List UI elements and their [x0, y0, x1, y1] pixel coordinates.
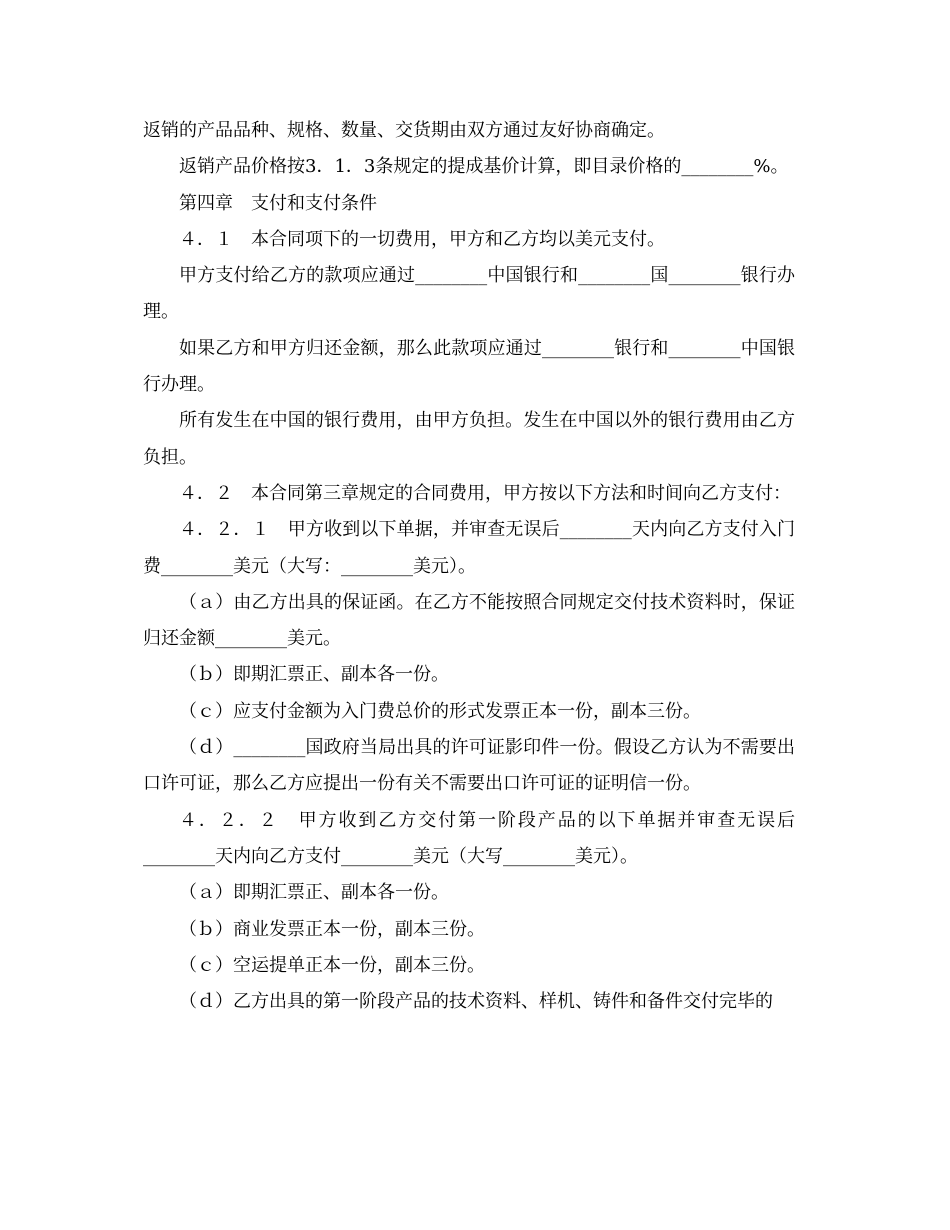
list-item-b-commercial-invoice: （ｂ）商业发票正本一份，副本三份。 [179, 918, 485, 940]
document-body [143, 113, 795, 1020]
paragraph-buyback-terms: 返销的产品品种、规格、数量、交货期由双方通过友好协商确定。 [143, 120, 665, 141]
clause-4-2-2: ４．２．２ 甲方收到乙方交付第一阶段产品的以下单据并审查无误后________天内向乙方支付________美元（大写________美元）。 [143, 809, 795, 867]
list-item-a-draft: （ａ）即期汇票正、副本各一份。 [179, 882, 449, 904]
list-item-a-guarantee: （ａ）由乙方出具的保证函。在乙方不能按照合同规定交付技术资料时，保证归还金额________美元。 [143, 591, 795, 650]
list-item-d-license: （ｄ）________国政府当局出具的许可证影印件一份。假设乙方认为不需要出口许可证，那么乙方应提出一份有关不需要出口许可证的证明信一份。 [143, 737, 795, 795]
paragraph-buyback-price: 返销产品价格按3．1．3条规定的提成基价计算，即目录价格的________%。 [179, 156, 789, 178]
chapter-heading-payment: 第四章 支付和支付条件 [179, 192, 377, 214]
clause-4-1: ４．１ 本合同项下的一切费用，甲方和乙方均以美元支付。 [179, 228, 665, 250]
list-item-d-delivery-certificate: （ｄ）乙方出具的第一阶段产品的技术资料、样机、铸件和备件交付完毕的 [179, 991, 773, 1013]
list-item-b-draft: （ｂ）即期汇票正、副本各一份。 [179, 664, 449, 686]
list-item-c-airway-bill: （ｃ）空运提单正本一份，副本三份。 [179, 954, 485, 976]
clause-4-2-1: ４．２．１ 甲方收到以下单据，并审查无误后________天内向乙方支付入门费________美元（大写：________美元）。 [143, 519, 795, 577]
paragraph-refund-bank: 如果乙方和甲方归还金额，那么此款项应通过________银行和________中国银行办理。 [143, 337, 795, 396]
paragraph-bank-charges: 所有发生在中国的银行费用，由甲方负担。发生在中国以外的银行费用由乙方负担。 [143, 410, 795, 468]
paragraph-party-a-bank: 甲方支付给乙方的款项应通过________中国银行和________国________银行办理。 [143, 265, 795, 323]
list-item-c-invoice: （ｃ）应支付金额为入门费总价的形式发票正本一份，副本三份。 [179, 700, 701, 722]
clause-4-2: ４．２ 本合同第三章规定的合同费用，甲方按以下方法和时间向乙方支付： [179, 482, 791, 504]
